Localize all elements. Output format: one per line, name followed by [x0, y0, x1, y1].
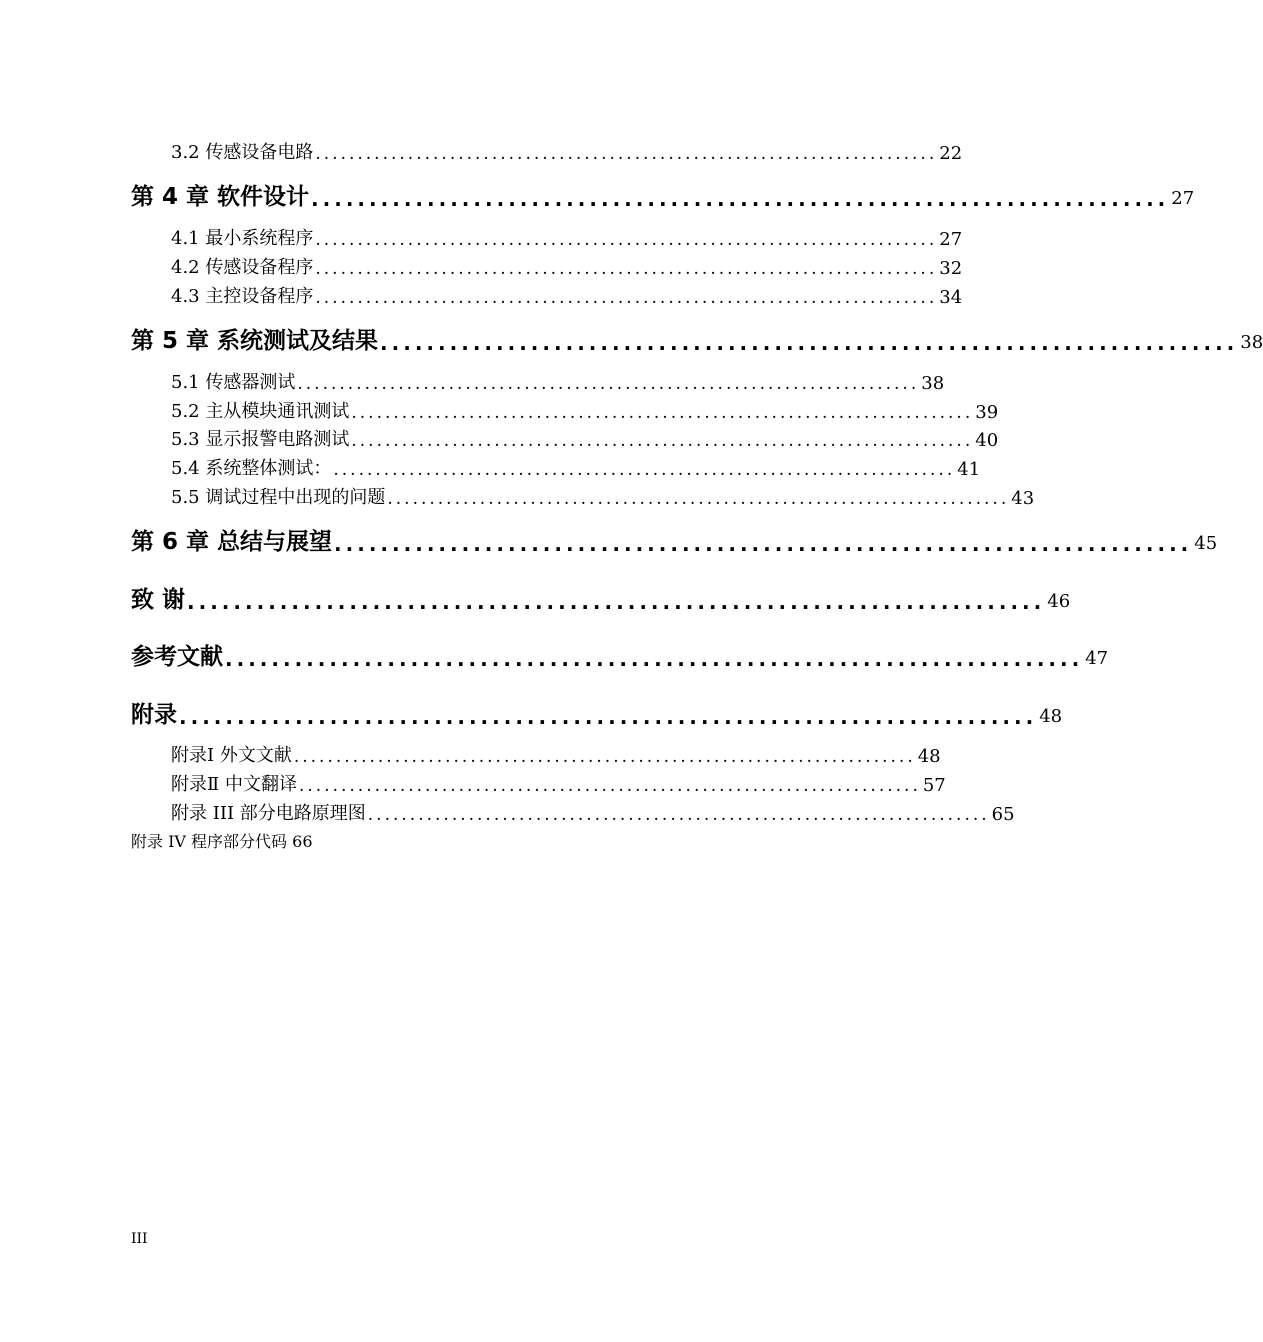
toc-appendix-3[interactable] — [171, 799, 1015, 825]
toc-entry-page: 48 — [1039, 706, 1063, 727]
dot-leader: .......................................................................... — [367, 805, 990, 825]
toc-entry-page: 47 — [1085, 648, 1109, 669]
dot-leader: .......................................................................... — [187, 590, 1046, 614]
toc-appendix[interactable] — [131, 697, 1063, 729]
toc-entry-page: 65 — [991, 804, 1015, 825]
toc-entry-label: 5.3 显示报警电路测试 — [171, 429, 350, 450]
toc-entry-page: 27 — [939, 229, 963, 250]
toc-entry-page: 45 — [1194, 533, 1218, 554]
dot-leader: .......................................................................... — [334, 532, 1193, 556]
toc-entry-label: 5.1 传感器测试 — [171, 372, 296, 393]
toc-entry-5-2[interactable] — [171, 397, 999, 423]
toc-entry-4-2[interactable] — [171, 253, 963, 279]
dot-leader: .......................................................................... — [179, 705, 1038, 729]
toc-entry-label: 3.2 传感设备电路 — [171, 142, 314, 163]
dot-leader: .......................................................................... — [315, 230, 938, 250]
toc-entry-page: 39 — [975, 402, 999, 423]
dot-leader: .......................................................................... — [351, 431, 974, 451]
toc-appendix-2[interactable] — [171, 770, 946, 796]
toc-entry-label: 4.2 传感设备程序 — [171, 257, 314, 278]
toc-entry-label: 附录 — [131, 702, 177, 728]
toc-entry-page: 32 — [939, 258, 963, 279]
toc-entry-5-4[interactable] — [171, 454, 981, 480]
toc-entry-label: 5.5 调试过程中出现的问题 — [171, 487, 386, 508]
dot-leader: .......................................................................... — [297, 374, 920, 394]
dot-leader: .......................................................................... — [333, 460, 956, 480]
toc-entry-label: 附录Ⅰ 外文文献 — [171, 745, 292, 766]
toc-entry-label: 第 6 章 总结与展望 — [131, 529, 333, 555]
toc-entry-page: 48 — [917, 746, 941, 767]
toc-chapter-6[interactable] — [131, 524, 1218, 556]
toc-entry-label: 参考文献 — [131, 644, 223, 670]
toc-references[interactable] — [131, 639, 1109, 671]
toc-entry-page: 27 — [1171, 188, 1195, 209]
toc-entry-4-3[interactable] — [171, 282, 963, 308]
toc-entry-label: 4.3 主控设备程序 — [171, 286, 314, 307]
toc-entry-label: 附录 III 部分电路原理图 — [171, 803, 366, 824]
toc-entry-label: 5.2 主从模块通讯测试 — [171, 401, 350, 422]
toc-entry-label: 第 4 章 软件设计 — [131, 184, 310, 210]
toc-entry-5-1[interactable] — [171, 368, 945, 394]
dot-leader: .......................................................................... — [351, 403, 974, 423]
toc-chapter-4[interactable] — [131, 179, 1195, 211]
toc-entry-page: 41 — [957, 459, 981, 480]
toc-entry-label: 致 谢 — [131, 587, 186, 613]
toc-entry-label: 4.1 最小系统程序 — [171, 228, 314, 249]
dot-leader: .......................................................................... — [225, 647, 1084, 671]
dot-leader: .......................................................................... — [315, 259, 938, 279]
toc-entry-label: 第 5 章 系统测试及结果 — [131, 328, 379, 354]
toc-entry-page: 57 — [922, 775, 946, 796]
toc-entry-5-3[interactable] — [171, 425, 999, 451]
dot-leader: .......................................................................... — [293, 747, 916, 767]
toc-entry-page: 43 — [1011, 488, 1035, 509]
toc-entry-5-5[interactable] — [171, 483, 1035, 509]
dot-leader: .......................................................................... — [380, 331, 1239, 355]
toc-entry-label: 5.4 系统整体测试： — [171, 458, 332, 479]
toc-entry-3-2[interactable] — [171, 138, 963, 164]
dot-leader: .......................................................................... — [311, 187, 1170, 211]
toc-appendix-1[interactable] — [171, 741, 941, 767]
dot-leader: .......................................................................... — [387, 489, 1010, 509]
dot-leader: .......................................................................... — [298, 776, 921, 796]
toc-entry-page: 34 — [939, 287, 963, 308]
dot-leader: .......................................................................... — [315, 144, 938, 164]
toc-entry-page: 40 — [975, 430, 999, 451]
toc-acknowledgements[interactable] — [131, 582, 1071, 614]
toc-entry-page: 38 — [1240, 332, 1263, 353]
dot-leader: .......................................................................... — [315, 288, 938, 308]
toc-chapter-5[interactable] — [131, 323, 1263, 355]
page-number: III — [131, 1231, 148, 1247]
toc-entry-label: 附录Ⅱ 中文翻译 — [171, 774, 297, 795]
toc-entry-page: 22 — [939, 143, 963, 164]
toc-entry-page: 46 — [1047, 591, 1071, 612]
toc-entry-4-1[interactable] — [171, 224, 963, 250]
toc-entry-page: 38 — [921, 373, 945, 394]
toc-appendix-4[interactable]: 附录 IV 程序部分代码 66 — [131, 832, 313, 851]
